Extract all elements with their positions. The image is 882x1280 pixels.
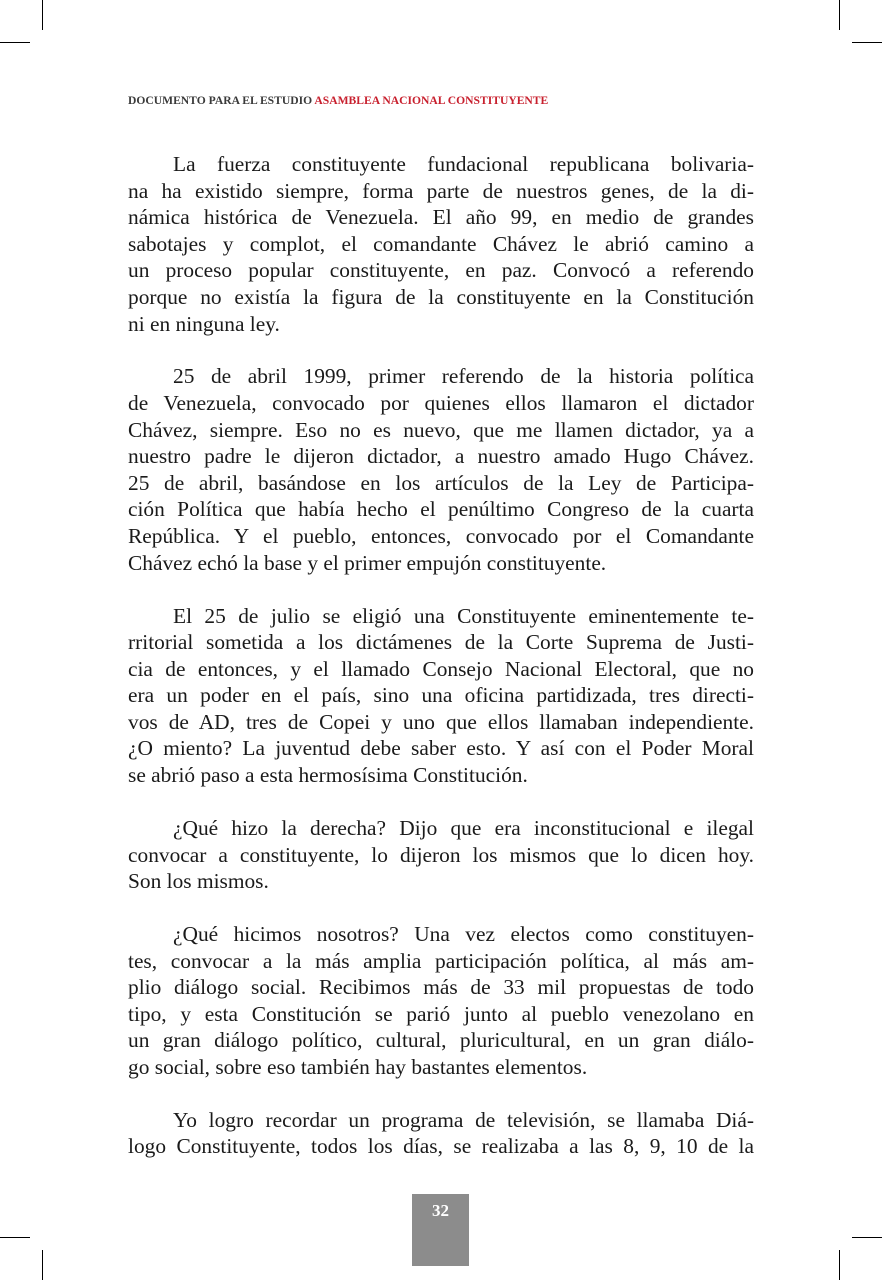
text-line: Yo logro recordar un programa de televisión, se llamaba Diá- <box>173 1107 754 1132</box>
running-header-prefix: DOCUMENTO PARA EL ESTUDIO <box>128 94 313 107</box>
crop-mark-top-left-vertical <box>42 0 43 30</box>
text-line: ni en ninguna ley. <box>128 311 280 336</box>
crop-mark-bottom-left-vertical <box>42 1250 43 1280</box>
text-line: cia de entonces, y el llamado Consejo Nacional Electoral, que no <box>128 656 754 681</box>
running-header <box>128 94 548 107</box>
paragraph-1 <box>128 151 754 337</box>
paragraph-6 <box>128 1107 754 1160</box>
text-line: plio diálogo social. Recibimos más de 33 mil propuestas de todo <box>128 975 754 1000</box>
text-line: 25 de abril, basándose en los artículos de la Ley de Participa- <box>128 470 754 495</box>
text-line: ¿Qué hizo la derecha? Dijo que era inconstitucional e ilegal <box>173 815 754 840</box>
page-number-tab <box>412 1194 469 1266</box>
text-line: vos de AD, tres de Copei y uno que ellos llamaban independiente. <box>128 709 754 734</box>
paragraph-4 <box>128 815 754 895</box>
text-line: era un poder en el país, sino una oficina partidizada, tres directi- <box>128 683 754 708</box>
crop-mark-top-right-horizontal <box>852 42 882 43</box>
crop-mark-bottom-right-horizontal <box>852 1237 882 1238</box>
paragraph-3 <box>128 603 754 789</box>
text-line: ¿Qué hicimos nosotros? Una vez electos como constituyen- <box>173 922 754 947</box>
text-line: go social, sobre eso también hay bastantes elementos. <box>128 1055 588 1079</box>
text-line: ción Política que había hecho el penúltimo Congreso de la cuarta <box>128 497 754 522</box>
text-line: tes, convocar a la más amplia participación política, al más am- <box>128 948 754 973</box>
text-line: convocar a constituyente, lo dijeron los mismos que lo dicen hoy. <box>128 842 754 867</box>
text-line: un gran diálogo político, cultural, pluricultural, en un gran diálo- <box>128 1028 754 1053</box>
text-line: rritorial sometida a los dictámenes de la Corte Suprema de Justi- <box>128 630 754 655</box>
text-line: nuestro padre le dijeron dictador, a nuestro amado Hugo Chávez. <box>128 444 754 469</box>
text-line: porque no existía la figura de la constituyente en la Constitución <box>128 284 754 309</box>
running-header-title: ASAMBLEA NACIONAL CONSTITUYENTE <box>314 94 549 107</box>
text-line: La fuerza constituyente fundacional republicana bolivaria- <box>173 152 754 176</box>
paragraph-2 <box>128 363 754 576</box>
body-text <box>128 151 754 1186</box>
crop-mark-bottom-right-vertical <box>839 1250 840 1280</box>
text-line: sabotajes y complot, el comandante Chávez le abrió camino a <box>128 231 754 256</box>
crop-mark-top-left-horizontal <box>0 42 30 43</box>
text-line: 25 de abril 1999, primer referendo de la historia política <box>173 364 754 389</box>
text-line: República. Y el pueblo, entonces, convocado por el Comandante <box>128 524 754 549</box>
paragraph-5 <box>128 921 754 1081</box>
page-number: 32 <box>432 1201 449 1220</box>
text-line: un proceso popular constituyente, en paz. Convocó a referendo <box>128 258 754 283</box>
text-line: ¿O miento? La juventud debe saber esto. Y así con el Poder Moral <box>128 736 754 761</box>
text-line: El 25 de julio se eligió una Constituyente eminentemente te- <box>173 603 754 628</box>
text-line: de Venezuela, convocado por quienes ellos llamaron el dictador <box>128 391 754 416</box>
text-line: námica histórica de Venezuela. El año 99, en medio de grandes <box>128 205 754 230</box>
text-line: na ha existido siempre, forma parte de nuestros genes, de la di- <box>128 178 754 203</box>
text-line: tipo, y esta Constitución se parió junto al pueblo venezolano en <box>128 1001 754 1026</box>
crop-mark-bottom-left-horizontal <box>0 1237 30 1238</box>
text-line: se abrió paso a esta hermosísima Constitución. <box>128 763 528 788</box>
text-line: Son los mismos. <box>128 869 269 894</box>
text-line: logo Constituyente, todos los días, se realizaba a las 8, 9, 10 de la <box>128 1134 754 1159</box>
crop-mark-top-right-vertical <box>839 0 840 30</box>
text-line: Chávez, siempre. Eso no es nuevo, que me llamen dictador, ya a <box>128 417 754 442</box>
text-line: Chávez echó la base y el primer empujón constituyente. <box>128 550 607 575</box>
